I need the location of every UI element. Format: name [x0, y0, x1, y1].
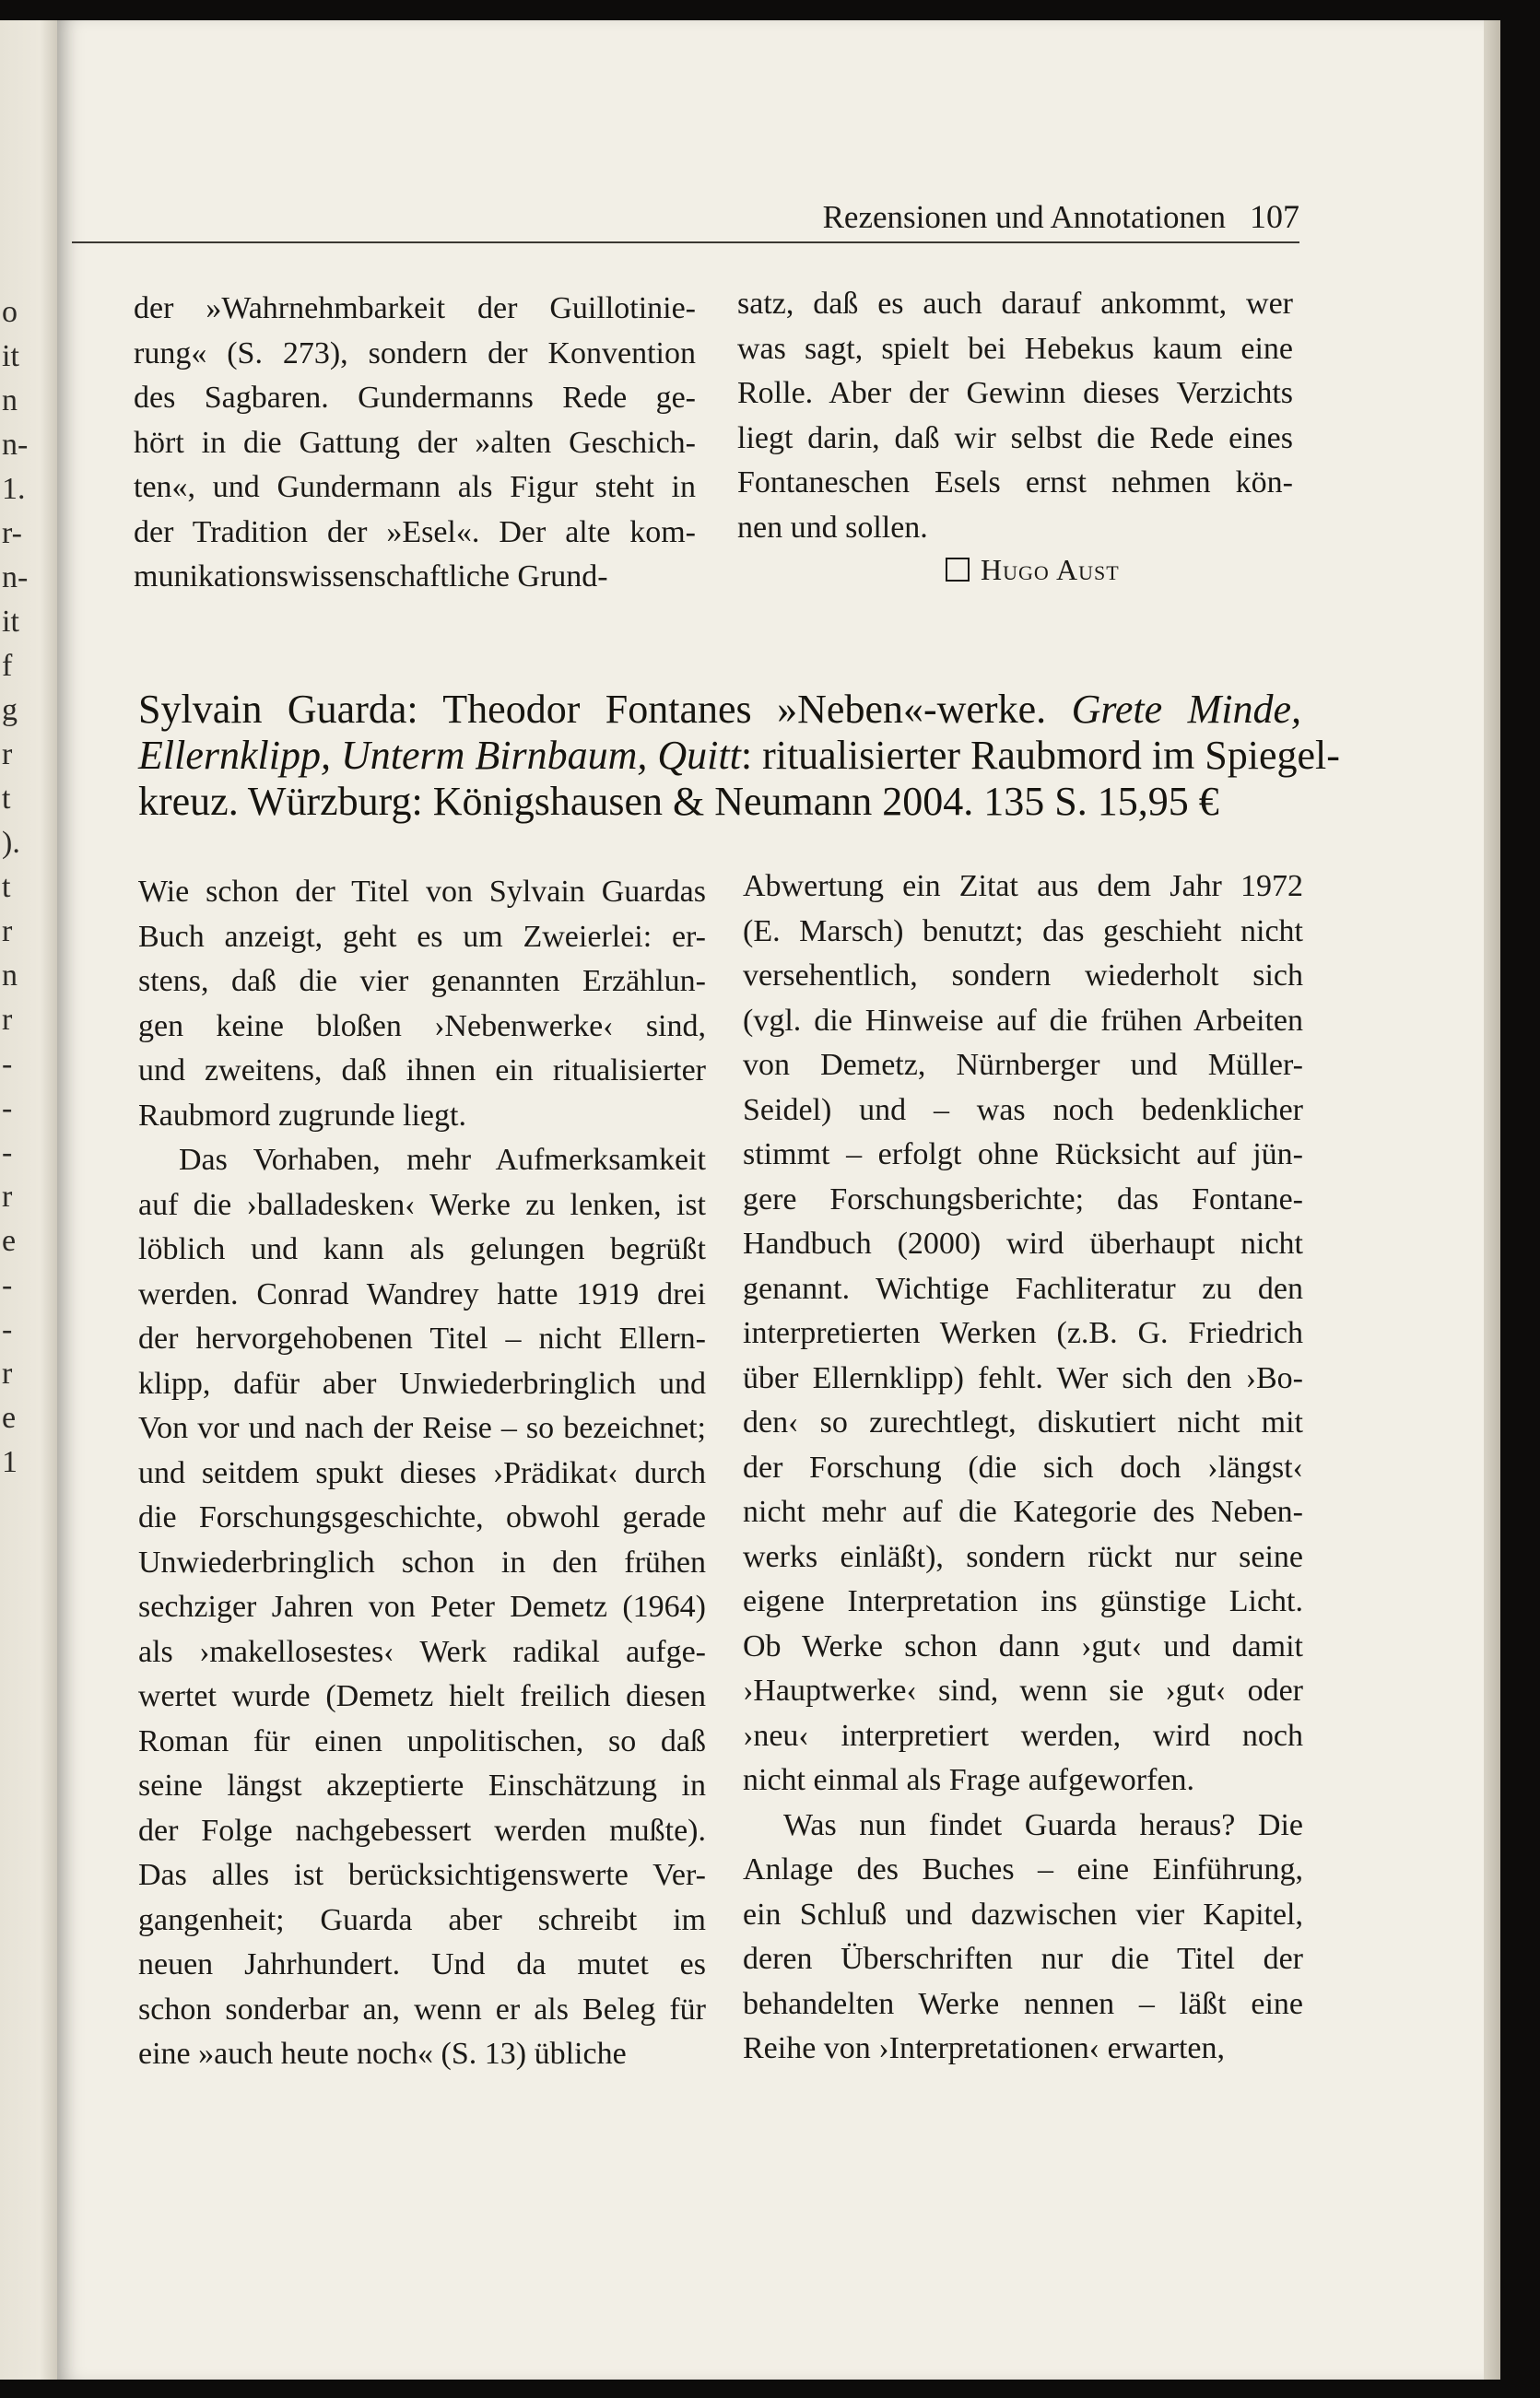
text-line: löblich und kann als gelungen begrüßt [138, 1232, 706, 1266]
previous-review-column-2 [737, 282, 1293, 550]
text-line: Reihe von ›Interpretationen‹ erwarten, [743, 2031, 1225, 2065]
text-line: Handbuch (2000) wird überhaupt nicht [743, 1227, 1303, 1261]
checkbox-square-icon [946, 558, 970, 582]
previous-review-column-1 [134, 287, 696, 600]
text-line: genannt. Wichtige Fachliteratur zu den [743, 1271, 1303, 1306]
margin-fragment: r [2, 1003, 13, 1037]
running-head [72, 181, 1299, 243]
text-line: Rolle. Aber der Gewinn dieses Verzichts [737, 376, 1293, 410]
text-line: sechziger Jahren von Peter Demetz (1964) [138, 1590, 706, 1624]
margin-fragment: - [2, 1091, 13, 1125]
margin-fragment: - [2, 1312, 13, 1346]
text-line: von Demetz, Nürnberger und Müller- [743, 1048, 1303, 1082]
text-line: werden. Conrad Wandrey hatte 1919 drei [138, 1276, 706, 1311]
text-line: schon sonderbar an, wenn er als Beleg für [138, 1992, 706, 2027]
text-line: hört in die Gattung der »alten Geschich- [134, 425, 696, 460]
margin-fragment: n- [2, 560, 29, 594]
text-line: was sagt, spielt bei Hebekus kaum eine [737, 331, 1293, 366]
text-line: stens, daß die vier genannten Erzählun- [138, 964, 706, 998]
text-line: eine »auch heute noch« (S. 13) übliche [138, 2037, 627, 2071]
reviewer-signature [946, 553, 1120, 587]
margin-fragment: - [2, 1268, 13, 1302]
text-line: der Folge nachgebessert werden mußte). [138, 1813, 706, 1848]
text-line: Fontaneschen Esels ernst nehmen kön- [737, 465, 1293, 500]
text-line: ten«, und Gundermann als Figur steht in [134, 470, 696, 504]
heading-line-2: Ellernklipp, Unterm Birnbaum, Quitt: ritualisierter Raubmord im Spiegel- [138, 733, 1340, 778]
review-body-column-1 [138, 870, 706, 2077]
text-line: nicht mehr auf die Kategorie des Neben- [743, 1495, 1303, 1529]
text-line: (vgl. die Hinweise auf die frühen Arbeiten [743, 1003, 1303, 1038]
margin-fragment: it [2, 605, 19, 639]
text-line: stimmt – erfolgt ohne Rücksicht auf jün- [743, 1137, 1303, 1171]
text-line: interpretierten Werken (z.B. G. Friedrich [743, 1316, 1303, 1350]
heading-line-3: kreuz. Würzburg: Königshausen & Neumann 2004. 135 S. 15,95 € [138, 779, 1219, 824]
margin-fragment: - [2, 1135, 13, 1170]
text-line: auf die ›balladesken‹ Werke zu lenken, ist [138, 1187, 706, 1222]
text-line: Das Vorhaben, mehr Aufmerksamkeit [179, 1143, 706, 1177]
review-heading [138, 687, 1340, 825]
text-line: gangenheit; Guarda aber schreibt im [138, 1902, 706, 1937]
text-line: seine längst akzeptierte Einschätzung in [138, 1769, 706, 1803]
text-line: wertet wurde (Demetz hielt freilich diesen [138, 1679, 706, 1713]
page-edge [1484, 20, 1500, 2380]
text-line: Raubmord zugrunde liegt. [138, 1098, 466, 1133]
running-head-title: Rezensionen und Annotationen [822, 199, 1226, 235]
text-line: nen und sollen. [737, 510, 928, 545]
text-line: und zweitens, daß ihnen ein ritualisierter [138, 1053, 706, 1087]
margin-fragment: e [2, 1401, 17, 1435]
margin-fragment: 1. [2, 472, 26, 506]
text-line: der »Wahrnehmbarkeit der Guillotinie- [134, 291, 696, 325]
text-line: des Sagbaren. Gundermanns Rede ge- [134, 381, 696, 415]
text-line: munikationswissenschaftliche Grund- [134, 559, 608, 594]
text-line: der Tradition der »Esel«. Der alte kom- [134, 514, 696, 549]
text-line: Buch anzeigt, geht es um Zweierlei: er- [138, 919, 706, 954]
margin-fragment: e [2, 1224, 17, 1258]
text-line: Abwertung ein Zitat aus dem Jahr 1972 [743, 869, 1303, 903]
text-line: Ob Werke schon dann ›gut‹ und damit [743, 1628, 1303, 1663]
text-line: Das alles ist berücksichtigenswerte Ver- [138, 1858, 706, 1892]
margin-fragment: t [2, 870, 11, 904]
text-line: der Forschung (die sich doch ›längst‹ [743, 1450, 1303, 1485]
margin-fragment: f [2, 649, 13, 683]
heading-line-1: Sylvain Guarda: Theodor Fontanes »Neben«-werke. Grete Minde, [138, 687, 1301, 732]
reviewer-name: Hugo Aust [981, 553, 1120, 586]
text-line: liegt darin, daß wir selbst die Rede eines [737, 420, 1293, 455]
text-line: ›Hauptwerke‹ sind, wenn sie ›gut‹ oder [743, 1674, 1303, 1708]
previous-page-edge [0, 20, 57, 2380]
review-body-column-2 [743, 864, 1303, 2072]
text-line: Unwiederbringlich schon in den frühen [138, 1545, 706, 1580]
text-line: der hervorgehobenen Titel – nicht Ellern- [138, 1322, 706, 1356]
text-line: gere Forschungsberichte; das Fontane- [743, 1181, 1303, 1217]
margin-fragment: r [2, 1180, 13, 1214]
text-line: behandelten Werke nennen – läßt eine [743, 1986, 1303, 2021]
text-line: Was nun findet Guarda heraus? Die [783, 1807, 1303, 1842]
text-line: neuen Jahrhundert. Und da mutet es [138, 1947, 706, 1981]
text-line: und seitdem spukt dieses ›Prädikat‹ durch [138, 1455, 706, 1490]
text-line: ein Schluß und dazwischen vier Kapitel, [743, 1897, 1303, 1932]
text-line: (E. Marsch) benutzt; das geschieht nicht [743, 913, 1303, 948]
text-line: den‹ so zurechtlegt, diskutiert nicht mit [743, 1405, 1303, 1440]
text-line: deren Überschriften nur die Titel der [743, 1942, 1303, 1976]
text-line: Seidel) und – was noch bedenklicher [743, 1092, 1303, 1127]
text-line: eigene Interpretation ins günstige Licht. [743, 1584, 1303, 1618]
margin-fragment: ). [2, 826, 20, 860]
text-line: klipp, dafür aber Unwiederbringlich und [138, 1366, 706, 1401]
margin-fragment: o [2, 295, 18, 329]
text-line: die Forschungsgeschichte, obwohl gerade [138, 1500, 706, 1534]
text-line: satz, daß es auch darauf ankommt, wer [737, 287, 1293, 321]
margin-fragment: r [2, 1357, 13, 1391]
text-line: nicht einmal als Frage aufgeworfen. [743, 1763, 1194, 1797]
text-line: gen keine bloßen ›Nebenwerke‹ sind, [138, 1008, 706, 1043]
margin-fragment: g [2, 693, 18, 727]
text-line: Von vor und nach der Reise – so bezeichnet; [138, 1411, 706, 1445]
margin-fragment: r- [2, 516, 22, 550]
margin-fragment: n- [2, 428, 29, 462]
text-line: als ›makellosestes‹ Werk radikal aufge- [138, 1634, 706, 1669]
margin-fragment: 1 [2, 1445, 18, 1479]
text-line: Anlage des Buches – eine Einführung, [743, 1852, 1303, 1887]
margin-fragment: - [2, 1047, 13, 1081]
margin-fragment: t [2, 782, 11, 816]
text-line: werks einläßt), sondern rückt nur seine [743, 1539, 1303, 1574]
text-line: über Ellernklipp) fehlt. Wer sich den ›Bo- [743, 1360, 1303, 1395]
margin-fragment: r [2, 737, 13, 771]
text-line: Roman für einen unpolitischen, so daß [138, 1723, 706, 1758]
margin-fragment: n [2, 383, 18, 417]
text-line: Wie schon der Titel von Sylvain Guardas [138, 875, 706, 909]
text-line: rung« (S. 273), sondern der Konvention [134, 335, 696, 370]
margin-fragment: r [2, 914, 13, 948]
margin-fragment: n [2, 958, 18, 993]
margin-fragment: it [2, 339, 19, 373]
text-line: ›neu‹ interpretiert werden, wird noch [743, 1718, 1303, 1753]
text-line: versehentlich, sondern wiederholt sich [743, 958, 1303, 993]
page-number: 107 [1250, 198, 1299, 235]
